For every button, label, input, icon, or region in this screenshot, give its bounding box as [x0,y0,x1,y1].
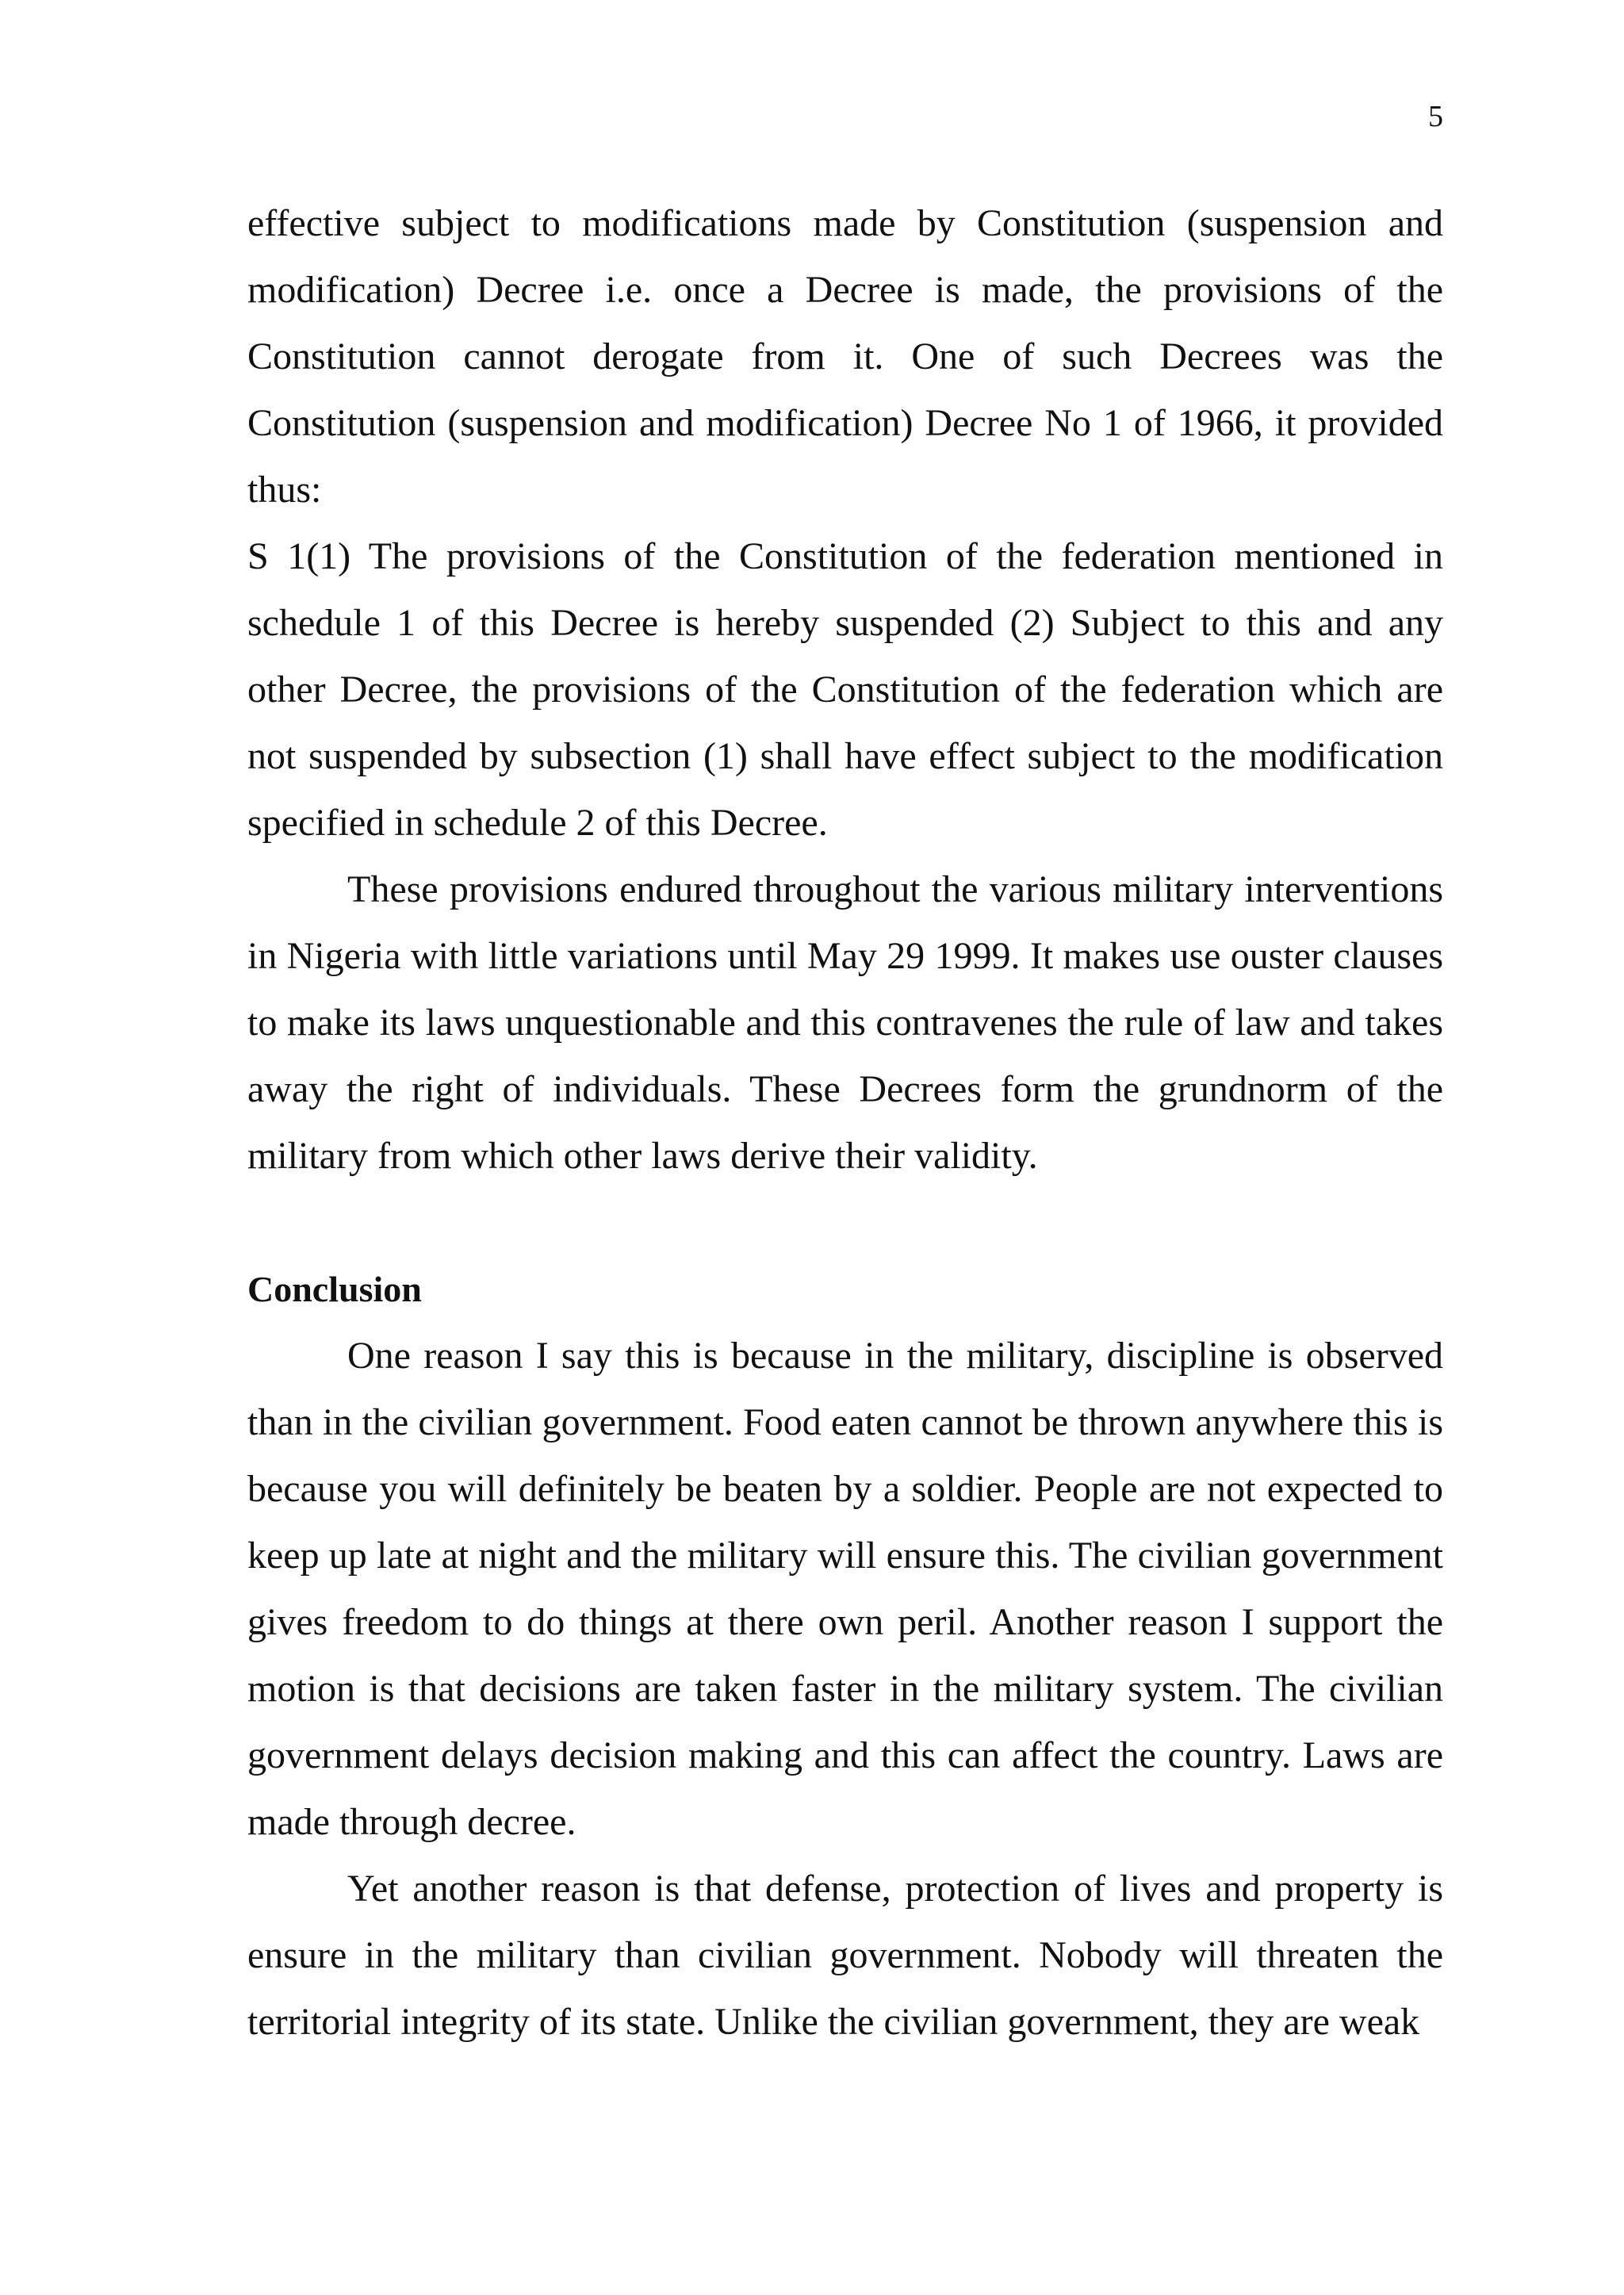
paragraph-decree-intro: effective subject to modifications made by Constitution (suspension and modification) Decree i.e. once a Decree is made, the provisions of the Constitution cannot derogate from it. One of such Decrees was the Constitution (suspension and modification) Decree No 1 of 1966, it provided thus: [247,202,1443,511]
heading-conclusion: Conclusion [247,1269,422,1309]
paragraph-section-quote: S 1(1) The provisions of the Constitution of the federation mentioned in schedule 1 of this Decree is hereby suspended (2) Subject to this and any other Decree, the provisions of the Constitution of the federation which are not suspended by subsection (1) shall have effect subject to the modification specified in schedule 2 of this Decree. [247,535,1443,844]
page-number: 5 [1428,100,1443,133]
paragraph-discipline: One reason I say this is because in the military, discipline is observed than in the civilian government. Food eaten cannot be thrown anywhere this is because you will definitely be beaten by a soldier. People are not expected to keep up late at night and the military will ensure this. The civilian government gives freedom to do things at there own peril. Another reason I support the motion is that decisions are taken faster in the military system. The civilian government delays decision making and this can affect the country. Laws are made through decree. [247,1335,1443,1843]
document-body [247,190,1443,2056]
paragraph-provisions-endured: These provisions endured throughout the various military interventions in Nigeria with little variations until May 29 1999. It makes use ouster clauses to make its laws unquestionable and this contravenes the rule of law and takes away the right of individuals. These Decrees form the grundnorm of the military from which other laws derive their validity. [247,868,1443,1177]
paragraph-defense: Yet another reason is that defense, protection of lives and property is ensure in the military than civilian government. Nobody will threaten the territorial integrity of its state. Unlike the civilian government, they are weak [247,1868,1443,2043]
